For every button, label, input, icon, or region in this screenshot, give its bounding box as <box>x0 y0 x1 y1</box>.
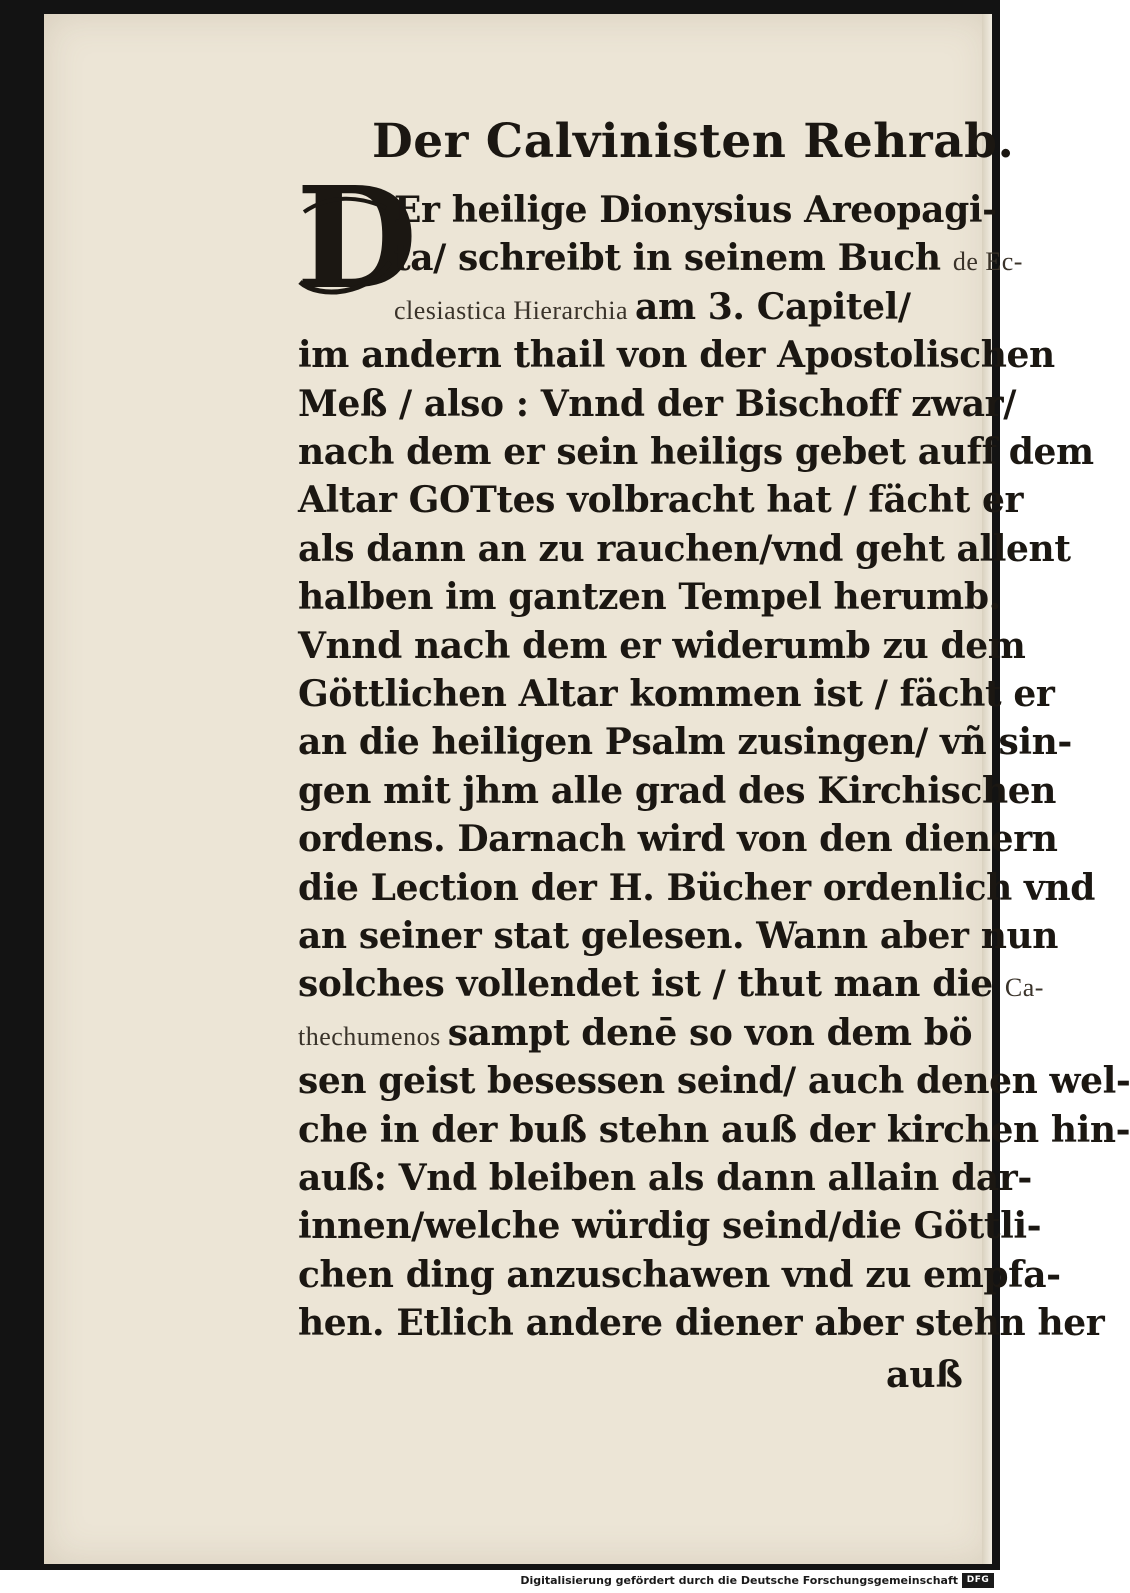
fraktur-text: ta/ schreibt in seinem Buch <box>394 237 953 280</box>
text-line <box>298 573 1001 621</box>
text-line <box>394 234 1023 286</box>
fraktur-text: halben im gantzen Tempel herumb. <box>298 576 1001 619</box>
fraktur-text: Meß / also : Vnnd der Bischoff zwar/ <box>298 382 1016 425</box>
fraktur-text: chen ding anzuschawen vnd zu empfa- <box>298 1253 1061 1296</box>
text-line <box>298 960 1044 1012</box>
fraktur-text: als dann an zu rauchen/vnd geht allent <box>298 527 1071 570</box>
dfg-logo: DFG <box>962 1573 994 1588</box>
text-line <box>298 912 1058 960</box>
fraktur-text: Vnnd nach dem er widerumb zu dem <box>298 624 1026 667</box>
fraktur-text: an seiner stat gelesen. Wann aber nun <box>298 915 1059 957</box>
text-line <box>298 1106 1130 1154</box>
fraktur-text: sen geist besessen seind/ auch denen wel- <box>298 1060 1130 1103</box>
text-line <box>298 1154 1032 1202</box>
text-line <box>298 622 1025 670</box>
text-line <box>394 283 911 335</box>
fraktur-text: Göttlichen Altar kommen ist / fächt er <box>298 673 1055 715</box>
text-line <box>298 476 1023 524</box>
text-line <box>298 428 1094 476</box>
latin-antiqua-text: clesiastica Hierarchia <box>394 295 636 325</box>
funding-credit: Digitalisierung gefördert durch die Deutsche Forschungsgemeinschaft <box>520 1574 958 1587</box>
text-line <box>298 815 1058 863</box>
fraktur-text: hen. Etlich andere diener aber stehn her <box>298 1302 1105 1345</box>
text-line <box>298 718 1072 766</box>
text-line <box>298 1009 972 1061</box>
fraktur-text: Altar GOTtes volbracht hat / fächt er <box>298 479 1024 522</box>
text-line <box>298 767 1056 815</box>
text-line <box>298 380 1016 428</box>
fraktur-text: che in der buß stehn auß der kirchen hin- <box>298 1108 1130 1151</box>
fraktur-text: im andern thail von der Apostolischen <box>298 334 1055 377</box>
drop-cap: D <box>296 157 418 321</box>
text-line <box>394 186 997 234</box>
fraktur-text: nach dem er sein heiligs gebet auff dem <box>298 431 1094 473</box>
fraktur-text: innen/welche würdig seind/die Göttli- <box>298 1205 1042 1248</box>
text-line <box>298 1299 1104 1347</box>
latin-antiqua-text: thechumenos <box>298 1021 448 1051</box>
fraktur-text: ordens. Darnach wird von den dienern <box>298 818 1058 861</box>
fraktur-text: an die heiligen Psalm zusingen/ vñ sin- <box>298 721 1072 764</box>
fraktur-text: Er heilige Dionysius Areopagi- <box>394 189 997 231</box>
fraktur-text: die Lection der H. Bücher ordenlich vnd <box>298 866 1096 909</box>
book-page <box>44 14 1130 1564</box>
text-line <box>298 864 1095 912</box>
fraktur-text: solches vollendet ist / thut man die <box>298 963 1005 1006</box>
fraktur-text: auß: Vnd bleiben als dann allain dar- <box>298 1157 1032 1199</box>
fraktur-text: am 3. Capitel/ <box>635 285 911 328</box>
latin-antiqua-text: Ca- <box>1004 973 1044 1003</box>
text-line <box>298 1202 1041 1250</box>
text-line <box>298 670 1054 718</box>
fraktur-text: gen mit jhm alle grad des Kirchischen <box>298 769 1057 812</box>
footer-bar <box>0 1570 1000 1593</box>
text-line <box>298 1251 1061 1299</box>
running-head: Der Calvinisten Rehrab. <box>372 114 1015 169</box>
text-line <box>298 525 1071 573</box>
text-line <box>298 1057 1130 1105</box>
text-line <box>298 331 1055 379</box>
latin-antiqua-text: de Ec- <box>952 247 1023 277</box>
catchword: auß <box>886 1354 963 1396</box>
fraktur-text: sampt denē so von dem bö <box>447 1011 973 1054</box>
